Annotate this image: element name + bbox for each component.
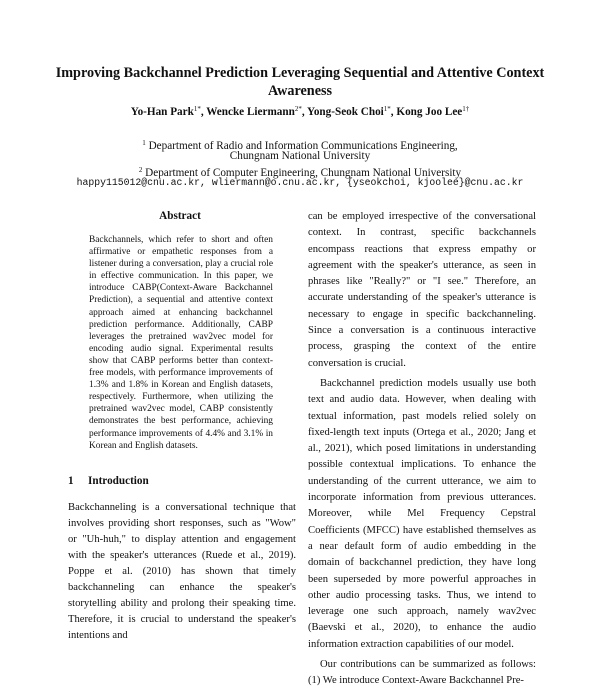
author-mark: 1† xyxy=(462,105,470,113)
right-column-body xyxy=(308,209,536,690)
section-heading xyxy=(68,475,149,487)
affiliation-mark: 2 xyxy=(138,166,143,174)
section-number: 1 xyxy=(68,475,74,487)
author-name: Kong Joo Lee xyxy=(396,106,463,118)
author-name: Yo-Han Park xyxy=(130,106,194,118)
left-column-body xyxy=(68,500,296,644)
abstract-heading: Abstract xyxy=(159,210,201,222)
abstract-paragraph: Backchannels, which refer to short and often affirmative or empathetic responses from a listener during a conversation, play a crucial role in effective communication. In this paper, we introduce CABP(Context-Aware Backchannel Prediction), a sequential and attentive context approach aimed at enhancing backchannel prediction performance. Additionally, CABP leverages the pretrained wav2vec model for encoding audio signal. Experimental results show that CABP performs better than context-free models, with performance improvements of 1.3% and 1.8% in Korean and English datasets, respectively. Furthermore, when utilizing the pretrained wav2vec model, CABP consistently demonstrates the best performance, achieving performance improvements of 4.4% and 3.1% in Korean and English datasets. xyxy=(89,235,273,451)
body-paragraph: Our contributions can be summarized as follows: (1) We introduce Context-Aware Backchannel Pre- xyxy=(308,659,536,687)
affiliation-text: Chungnam National University xyxy=(229,150,371,162)
body-paragraph: can be employed irrespective of the conversational context. In contrast, specific backchannels encompass reactions that express empathy or agreement with the speaker's utterance, as seen in phrases like "Really?" or "I see." Therefore, an accurate understanding of the speaker's utterance is necessary to engage in specific backchanneling. Since a conversation is a continuous interactive process, grasping the context of the entire conversation is crucial. xyxy=(308,211,536,369)
author-mark: 1* xyxy=(383,105,391,113)
author-name: Yong-Seok Choi xyxy=(307,106,384,118)
affiliation-mark: 1 xyxy=(142,139,146,147)
author-mark: 1* xyxy=(193,105,201,113)
author-mark: 2* xyxy=(294,105,302,113)
author-list: Yo-Han Park$^{1*}$, Wencke Liermann$^{2*}$, Yong-Seok Choi$^{1*}$, Kong Joo Lee$^{1\dagger}$ xyxy=(130,105,470,118)
affiliation xyxy=(20,149,580,163)
paper-title: Improving Backchannel Prediction Leveraging Sequential and Attentive Context Awareness xyxy=(55,65,545,99)
author-name: Wencke Liermann xyxy=(206,106,295,118)
section-title: Introduction xyxy=(88,475,149,487)
intro-paragraph: Backchanneling is a conversational technique that involves providing short responses, such as "Wow" or "Uh-huh," to display attention and engagement with the speaker's utterances (Ruede et al., 2019). Poppe et al. (2010) has shown that timely backchanneling can enhance the speaker's storytelling ability and prolong their speaking time. Therefore, it is crucial to understand the speaker's intentions and xyxy=(68,502,296,641)
abstract-text xyxy=(89,234,273,452)
body-paragraph: Backchannel prediction models usually use both text and audio data. However, when dealing with textual information, past models relied solely on fixed-length text inputs (Ortega et al., 2020; Jang et al., 2021), which posed limitations in understanding possible contextual implications. To enhance the understanding of the current utterance, we aim to incorporate information from previous utterances. Moreover, while Mel Frequency Cepstral Coefficients (MFCC) have established themselves as a near default form of audio embedding in the domain of backchannel prediction, they have long been superseded by more powerful approaches in other audio processing tasks. Thus, we intend to leverage one such approach, namely wav2vec (Baevski et al., 2020), to enhance the audio information extraction capabilities of our model. xyxy=(308,377,536,650)
affiliation-text: Department of Radio and Information Communications Engineering, xyxy=(148,140,458,152)
author-emails: happy115012@cnu.ac.kr, wliermann@o.cnu.ac.kr, {yseokchoi, kjoolee}@cnu.ac.kr xyxy=(76,177,524,188)
affiliation-text: Department of Computer Engineering, Chungnam National University xyxy=(145,167,462,179)
